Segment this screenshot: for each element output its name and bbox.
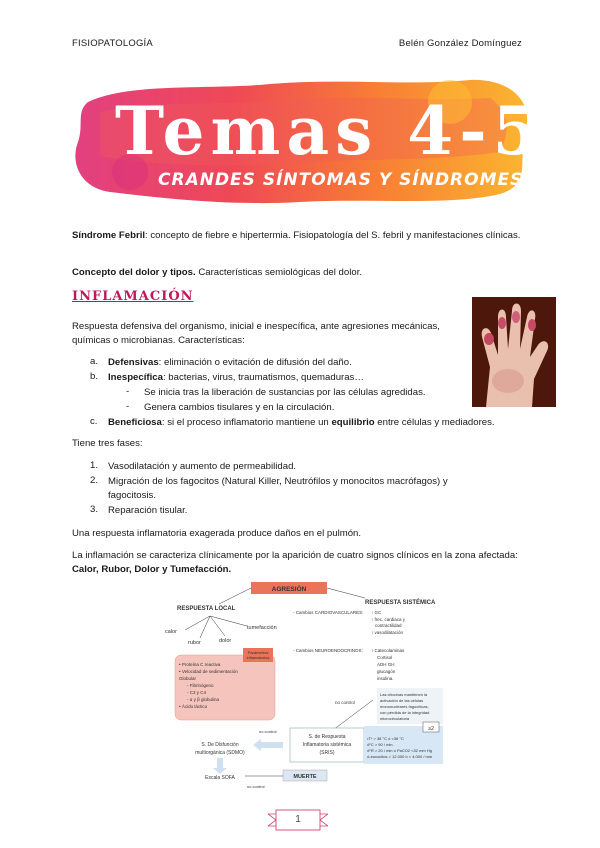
- paragraph-signos: [72, 549, 532, 577]
- marker-a: a.: [90, 356, 99, 367]
- criterion: •Leucocitos > 12.000 ó < 4.000 / mm: [367, 754, 433, 759]
- cv-label: - Cambios CARDIOVASCULARES:: [293, 610, 364, 615]
- x2-label: ≥2: [427, 726, 435, 732]
- marker-3: 3.: [90, 504, 99, 515]
- cv-item: contractilidad: [375, 623, 402, 628]
- marker-2: 2.: [90, 475, 99, 486]
- criterion: •T* > 38 °C ó <36 °C: [367, 736, 404, 741]
- ne-item: glucagón: [377, 669, 396, 674]
- cito-line: con pérdida de la integridad: [380, 710, 430, 715]
- arrow-head: [253, 739, 261, 751]
- item-text: : bacterias, virus, traumatismos, quemaduras…: [162, 372, 364, 383]
- no-control-label: no control: [335, 700, 355, 705]
- sris-line: Inflamatoria sistémica: [302, 742, 352, 748]
- marker-b: b.: [90, 371, 99, 382]
- list-item: [108, 416, 495, 430]
- phase-item: Migración de los fagocitos (Natural Killer, Neutrófilos y monocitos macrófagos) y fagocitosis.: [108, 476, 448, 501]
- paragraph-pulmon: Una respuesta inflamatoria exagerada produce daños en el pulmón.: [72, 528, 362, 539]
- arrow-sris-sdmo: [261, 742, 283, 748]
- paragraph-dolor: [72, 266, 532, 280]
- phase-item: Vasodilatación y aumento de permeabilidad.: [108, 461, 297, 472]
- item-text: : eliminación o evitación de difusión del daño.: [158, 357, 352, 368]
- sris-line: (SRIS): [319, 750, 335, 756]
- marker-1: 1.: [90, 460, 99, 471]
- paragraph-sindrome-febril: [72, 229, 532, 243]
- ne-item: Cortisol: [377, 655, 393, 660]
- ne-item: ADH GH: [377, 662, 395, 667]
- param-item: • Ácido láctico: [179, 704, 208, 709]
- marker-c: c.: [90, 416, 98, 427]
- dolor-label: dolor: [219, 638, 232, 644]
- item-text: entre células y mediadores.: [374, 417, 495, 428]
- sistemica-label: RESPUESTA SISTÉMICA: [365, 600, 436, 606]
- criterion: •FC > 90 / min.: [367, 742, 394, 747]
- params-label: Parámetros: [247, 650, 269, 655]
- header-right: Belén González Domínguez: [398, 38, 522, 49]
- param-item: - Fibrinógeno: [187, 683, 214, 688]
- ne-item: ↑ Catecolaminas: [371, 648, 405, 653]
- phase-item: Reparación tisular.: [108, 505, 188, 516]
- term: Beneficiosa: [108, 417, 162, 428]
- paragraph-fases: Tiene tres fases:: [72, 438, 143, 449]
- criterion: •FR > 20 / min o PaCO2 <32 mm Hg: [367, 748, 432, 753]
- header-left: FISIOPATOLOGÍA: [72, 38, 153, 49]
- tumefaccion-label: tumefacción: [247, 625, 277, 631]
- dash-bullet: -: [126, 386, 130, 397]
- list-item: [108, 356, 352, 370]
- param-item: - C3 y C4: [187, 690, 207, 695]
- sofa-label: Escala SOFA: [205, 775, 235, 781]
- param-item: • Proteína C reactiva: [179, 662, 221, 667]
- page-number: 1: [295, 814, 301, 825]
- cv-item: ↑ frec. cardiaca y: [371, 617, 406, 622]
- rubor-label: rubor: [188, 640, 201, 646]
- p1-text: : concepto de fiebre e hipertermia. Fisiopatología del S. febril y manifestaciones clínicas.: [145, 230, 521, 241]
- arrow-sdmo-sofa: [217, 758, 223, 768]
- signos: Calor, Rubor, Dolor y Tumefacción.: [72, 564, 232, 575]
- hand-photo: [472, 297, 556, 407]
- sub-item: Se inicia tras la liberación de sustancias por las células agredidas.: [144, 387, 426, 398]
- list-item: [108, 371, 364, 385]
- arrow-head: [213, 768, 227, 774]
- local-label: RESPUESTA LOCAL: [177, 606, 236, 612]
- dash-bullet: -: [126, 401, 130, 412]
- item-text: : si el proceso inflamatorio mantiene un: [161, 417, 332, 428]
- p2-text: Características semiológicas del dolor.: [195, 267, 363, 278]
- no-control-label: no control: [259, 729, 277, 734]
- cito-line: microcirculatoria: [380, 716, 410, 721]
- cv-item: ↑ vasodilatación: [371, 630, 404, 635]
- params-label: inflamatorios: [246, 655, 270, 660]
- sdmo-line: S. De Disfunción: [201, 742, 239, 748]
- section-title: INFLAMACIÓN: [72, 289, 194, 304]
- sris-line: S. de Respuesta: [308, 734, 346, 740]
- ne-label: - Cambios NEUROENDOCRINOS:: [293, 648, 363, 653]
- param-item: Globular: [179, 676, 197, 681]
- cito-line: Las citocinas mantienen la: [380, 692, 428, 697]
- param-item: - α y β globulina: [187, 697, 219, 702]
- sdmo-line: multiorgánica (SDMO): [195, 750, 245, 756]
- term: equilibrio: [331, 417, 375, 428]
- banner-title: Temas 4-5: [115, 92, 545, 170]
- p6-text: La inflamación se caracteriza clínicamente por la aparición de cuatro signos clínicos en la zona afectada:: [72, 550, 518, 561]
- ne-item: insulina.: [377, 676, 394, 681]
- cito-line: activación de las células: [380, 698, 424, 703]
- muerte-label: MUERTE: [293, 774, 317, 780]
- calor-label: calor: [165, 629, 177, 635]
- cito-line: mononucleares fagocíticas,: [380, 704, 429, 709]
- paragraph-definicion: Respuesta defensiva del organismo, inicial e inespecífica, ante agresiones mecánicas, químicas o microbianas. Características:: [72, 321, 440, 346]
- agresion-label: AGRESIÓN: [271, 586, 307, 593]
- inflammation-diagram: [155, 580, 445, 795]
- term: Inespecífica: [108, 372, 163, 383]
- cv-item: ↑ GC: [371, 610, 382, 615]
- term-dolor: Concepto del dolor y tipos.: [72, 267, 196, 278]
- term: Defensivas: [108, 357, 159, 368]
- param-item: • Velocidad de sedimentación: [179, 669, 238, 674]
- no-control-label: no control: [247, 784, 265, 789]
- term-sindrome-febril: Síndrome Febril: [72, 230, 146, 241]
- sub-item: Genera cambios tisulares y en la circulación.: [144, 402, 335, 413]
- banner-subtitle: CRANDES SÍNTOMAS Y SÍNDROMES: [158, 170, 524, 190]
